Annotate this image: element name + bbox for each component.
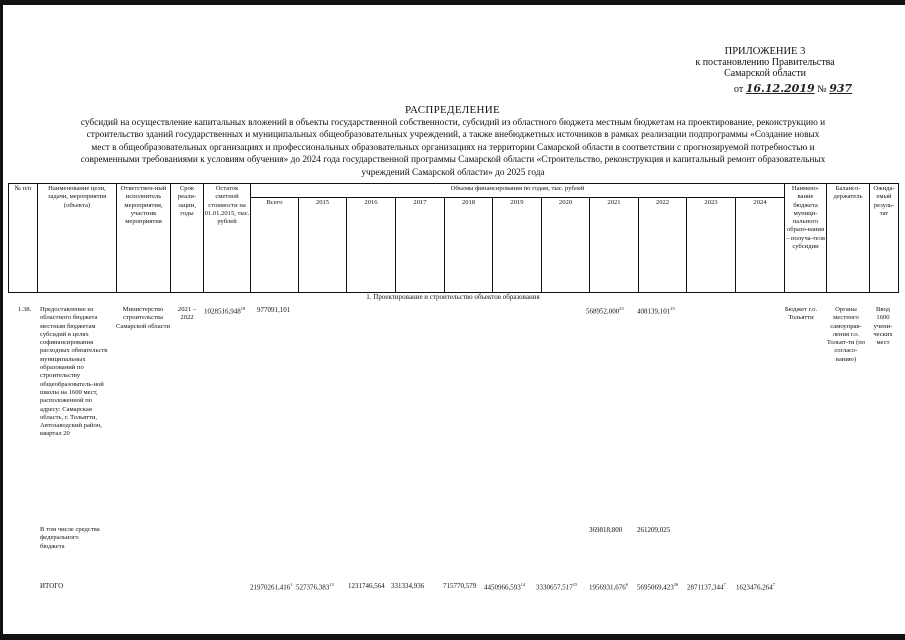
row-expected: Ввод 1600 учени-ческих мест: [873, 306, 893, 347]
appendix-line-2: Самарской области: [724, 68, 806, 79]
totals-value-number: 331334,936: [391, 582, 425, 590]
section-title: 1. Проектирование и строительство объектов образования: [366, 293, 540, 301]
totals-value: [589, 582, 628, 591]
totals-footnote: 7: [772, 582, 775, 587]
header-term: Срок реали-зации, годы: [171, 184, 204, 293]
header-holder: Балансо-держатель: [827, 184, 870, 293]
totals-value-number: 1623476,264: [736, 583, 773, 592]
header-funding-group: Объемы финансирования по годам, тыс. рублей: [251, 184, 785, 198]
header-expected: Ожида-емый резуль-тат: [870, 184, 899, 293]
header-year: 2023: [687, 198, 736, 293]
totals-value: [736, 582, 775, 591]
row-balance: [204, 306, 245, 315]
subtitle-line: современными требованиями к условиям обучения» до 2024 года государственной программы Самарской области «Строительство, реконструкция и капитальный ремонт образовательных: [80, 155, 826, 166]
subrow-label: В том числе средства федерального бюджета: [40, 526, 100, 550]
totals-footnote: 14: [520, 582, 526, 587]
table-header: [8, 183, 899, 293]
totals-value: [637, 582, 678, 591]
totals-value-number: 3330657,517: [536, 583, 573, 592]
subtitle-line: субсидий на осуществление капитальных вложений в объекты государственной собственности, субсидий из областного бюджета местным бюджетам на проектирование, реконструкцию и: [80, 118, 826, 128]
date-prefix: от: [734, 84, 744, 95]
totals-footnote: 13: [329, 582, 334, 587]
header-balance: Остаток сметной стоимости на 01.01.2015, тыс. рублей: [204, 184, 251, 293]
appendix-title: ПРИЛОЖЕНИЕ 3: [724, 46, 806, 57]
subtitle-line: учреждений Самарской области» до 2025 года: [361, 167, 545, 178]
totals-footnote: 26: [673, 582, 679, 587]
appendix-line-1: к постановлению Правительства: [695, 57, 835, 68]
header-year: 2018: [445, 198, 493, 293]
handwritten-date: 16.12.2019: [745, 82, 815, 95]
totals-value: [250, 582, 293, 591]
header-year: 2024: [736, 198, 785, 293]
header-num: № п/п: [9, 184, 38, 293]
totals-label: ИТОГО: [40, 582, 64, 590]
header-year: 2019: [493, 198, 542, 293]
totals-value: [348, 582, 385, 590]
totals-value-number: 5695069,423: [637, 583, 674, 592]
row-name: Предоставление из областного бюджета местным бюджетам субсидий в целях софинансирования расходных обязательств муниципальных образований по строительству общеобразователь-ной школы на 1600 мест, расположенной по адресу: Самарская область, г. Тольятти, Автозаводский район, квартал 20: [40, 306, 108, 438]
totals-footnote: 1: [290, 582, 293, 587]
header-year: 2021: [590, 198, 639, 293]
row-balance-value: 1028516,948: [204, 307, 241, 316]
document-subtitle: [8, 117, 898, 179]
totals-value: [687, 582, 726, 591]
row-2022-value: 408139,101: [637, 307, 671, 316]
totals-value: [296, 582, 334, 591]
header-total: Всего: [251, 198, 299, 293]
header-year: 2017: [396, 198, 445, 293]
row-balance-footnote: 18: [240, 306, 246, 311]
subtitle-line: строительство зданий государственных и муниципальных общеобразовательных учреждений, а также внебюджетных источников в рамках реализации подпрограммы «Создание новых: [86, 130, 820, 141]
totals-value: [536, 582, 577, 591]
header-executor: Ответствен-ный исполнитель мероприятия, участник мероприятия: [117, 184, 171, 293]
row-2022-footnote: 23: [670, 306, 675, 311]
document-title: РАСПРЕДЕЛЕНИЕ: [405, 104, 500, 116]
totals-value-number: 2871137,344: [687, 583, 724, 592]
totals-value-number: 527376,383: [296, 583, 330, 592]
handwritten-number: 937: [829, 82, 853, 95]
totals-value-number: 21970261,416: [250, 583, 291, 592]
header-year: 2022: [639, 198, 687, 293]
totals-footnote: 7: [723, 582, 726, 587]
subtitle-line: мест в общеобразовательных организациях и профессиональных образовательных организациях на территории Самарской области в соответствии с прогнозируемой потребностью и: [91, 142, 815, 153]
totals-value-number: 4450966,593: [484, 583, 521, 592]
row-term: 2021 – 2022: [177, 306, 197, 322]
appendix-header: [640, 46, 890, 79]
totals-footnote: 15: [572, 582, 578, 587]
header-year: 2015: [299, 198, 347, 293]
totals-footnote: 6: [625, 582, 628, 587]
page-top-edge: [0, 0, 905, 5]
row-holder: Органы местного самоуправ-ления г.о. Тольят-ти (по согласо-ванию): [826, 306, 866, 363]
header-recipient: Наимено-вание бюджета муници-пального образо-вания – получа-теля субсидии: [785, 184, 827, 293]
totals-value-number: 1231746,564: [348, 582, 385, 590]
totals-value: [391, 582, 424, 590]
totals-value-number: 715770,579: [443, 582, 477, 590]
totals-value-number: 1956931,676: [589, 583, 626, 592]
decree-date-number: [734, 82, 881, 95]
row-executor: Министерство строительства Самарской области: [116, 306, 170, 330]
row-recipient: Бюджет г.о. Тольятти: [784, 306, 818, 322]
subrow-2022: 261209,025: [637, 526, 671, 534]
page-left-edge: [0, 0, 3, 640]
subrow-2021: 369818,800: [589, 526, 623, 534]
page-bottom-edge: [0, 634, 905, 640]
row-number: 1.38.: [18, 306, 32, 313]
totals-value: [484, 582, 525, 591]
header-year: 2016: [347, 198, 396, 293]
row-2022: [637, 306, 675, 315]
row-2021: [586, 306, 624, 315]
row-2021-value: 568952,000: [586, 307, 620, 316]
row-total: 977091,101: [257, 306, 291, 314]
header-name: Наименование цели, задачи, мероприятия (объекта): [38, 184, 117, 293]
row-2021-footnote: 23: [619, 306, 624, 311]
totals-value: [443, 582, 476, 590]
number-prefix: №: [817, 84, 827, 95]
header-year: 2020: [542, 198, 590, 293]
